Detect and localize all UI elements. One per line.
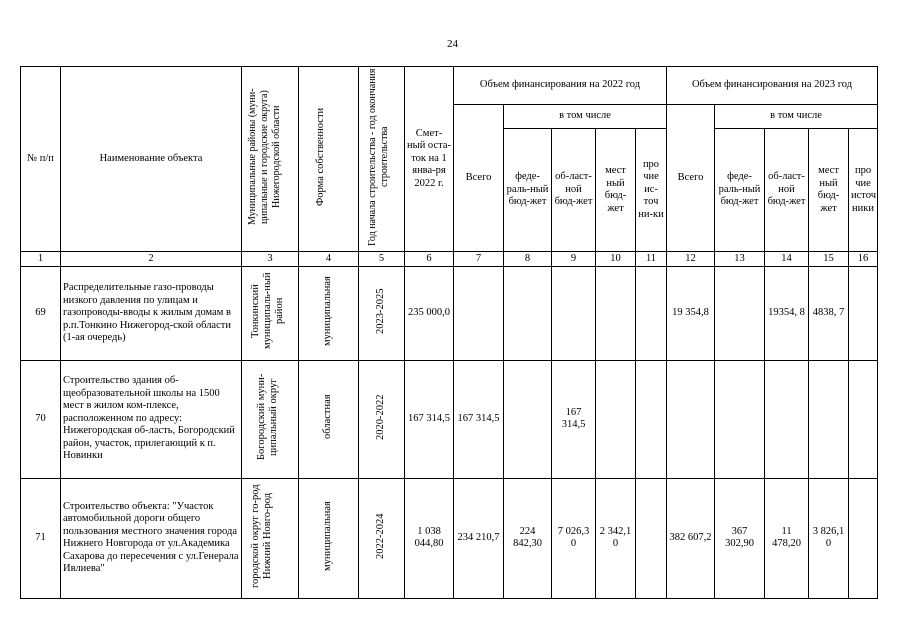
col-number: 6 (405, 252, 454, 267)
col-number: 5 (359, 252, 405, 267)
row-ownership-text: муниципальная (321, 500, 333, 571)
row-federal-2023 (715, 267, 765, 361)
row-years (359, 267, 405, 361)
row-other-2023 (849, 478, 878, 598)
col-number: 13 (715, 252, 765, 267)
row-balance: 235 000,0 (405, 267, 454, 361)
row-local-2022 (596, 360, 636, 478)
row-years-text: 2022-2024 (374, 513, 386, 559)
header-regional-2023: об-ласт-ной бюд-жет (765, 129, 809, 252)
header-ownership (299, 67, 359, 252)
col-number: 15 (809, 252, 849, 267)
col-number: 4 (299, 252, 359, 267)
header-other-2022: про чие ис-точ ни-ки (636, 129, 667, 252)
row-other-2023 (849, 360, 878, 478)
row-district (242, 478, 299, 598)
row-federal-2023 (715, 360, 765, 478)
row-local-2022 (596, 267, 636, 361)
header-total-2022: Всего (454, 105, 504, 252)
col-number: 12 (667, 252, 715, 267)
row-name: Строительство здания об-щеобразовательной школы на 1500 мест в жилом ком-плексе, расположенном по адресу: Нижегородская об-ласть, Богородский район, участок, прилегающий к п. Новинки (61, 360, 242, 478)
row-regional-2022: 7 026,3 0 (552, 478, 596, 598)
row-district (242, 360, 299, 478)
header-row-1 (21, 67, 878, 105)
header-local-2023: мест ный бюд-жет (809, 129, 849, 252)
header-fin-2022: Объем финансирования на 2022 год (454, 67, 667, 105)
row-ownership-text: муниципальная (321, 276, 333, 346)
header-ownership-text: Форма собственности (314, 107, 326, 206)
row-years-text: 2020-2022 (374, 394, 386, 440)
header-incl-2023: в том числе (715, 105, 878, 129)
financing-table (20, 66, 878, 599)
row-federal-2022 (504, 267, 552, 361)
row-local-2023: 4838, 7 (809, 267, 849, 361)
col-number: 10 (596, 252, 636, 267)
row-ownership (299, 360, 359, 478)
row-local-2022: 2 342,1 0 (596, 478, 636, 598)
col-number: 11 (636, 252, 667, 267)
row-name: Распределительные газо-проводы низкого давления по улицам и газопроводы-вводы к жилым домам в р.п.Тонкино Нижегород-ской области (1-ая очередь) (61, 267, 242, 361)
row-total-2023: 382 607,2 (667, 478, 715, 598)
header-fin-2023: Объем финансирования на 2023 год (667, 67, 878, 105)
col-number: 8 (504, 252, 552, 267)
table-row (21, 360, 878, 478)
row-years-text: 2023-2025 (374, 288, 386, 334)
col-number: 3 (242, 252, 299, 267)
header-district (242, 67, 299, 252)
header-district-text: Муниципальные районы (муни-ципальные и городские округа) Нижегородской области (247, 88, 282, 226)
col-number: 7 (454, 252, 504, 267)
row-federal-2022: 224 842,30 (504, 478, 552, 598)
row-balance: 167 314,5 (405, 360, 454, 478)
row-num: 71 (21, 478, 61, 598)
header-federal-2023: феде-раль-ный бюд-жет (715, 129, 765, 252)
row-federal-2022 (504, 360, 552, 478)
row-other-2023 (849, 267, 878, 361)
col-number: 1 (21, 252, 61, 267)
row-regional-2023 (765, 360, 809, 478)
row-local-2023: 3 826,1 0 (809, 478, 849, 598)
row-regional-2022 (552, 267, 596, 361)
header-regional-2022: об-ласт-ной бюд-жет (552, 129, 596, 252)
col-number: 2 (61, 252, 242, 267)
row-total-2022: 234 210,7 (454, 478, 504, 598)
row-other-2022 (636, 360, 667, 478)
header-balance: Смет-ный оста-ток на 1 янва-ря 2022 г. (405, 67, 454, 252)
row-ownership (299, 478, 359, 598)
col-number: 14 (765, 252, 809, 267)
row-regional-2023: 11 478,20 (765, 478, 809, 598)
row-total-2022: 167 314,5 (454, 360, 504, 478)
row-district-text: городской округ го-род Нижний Новго-род (250, 483, 273, 588)
row-years (359, 360, 405, 478)
row-num: 69 (21, 267, 61, 361)
row-other-2022 (636, 267, 667, 361)
table-row (21, 478, 878, 598)
row-federal-2023: 367 302,90 (715, 478, 765, 598)
row-regional-2023: 19354, 8 (765, 267, 809, 361)
page-number: 24 (447, 38, 458, 50)
row-total-2022 (454, 267, 504, 361)
row-district-text: Тонкинский муниципаль-ный район (250, 272, 285, 350)
col-number: 16 (849, 252, 878, 267)
row-district-text: Богородский муни-ципальный округ (256, 373, 279, 460)
row-regional-2022: 167 314,5 (552, 360, 596, 478)
table-row (21, 267, 878, 361)
header-name: Наименование объекта (61, 67, 242, 252)
header-local-2022: мест ный бюд-жет (596, 129, 636, 252)
header-incl-2022: в том числе (504, 105, 667, 129)
row-years (359, 478, 405, 598)
row-ownership-text: областная (321, 394, 333, 440)
row-other-2022 (636, 478, 667, 598)
row-total-2023 (667, 360, 715, 478)
row-name: Строительство объекта: "Участок автомобильной дороги общего пользования местного значения города Нижнего Новгорода от ул.Академика Сахарова до пересечения с ул.Генерала Ивлиева" (61, 478, 242, 598)
row-num: 70 (21, 360, 61, 478)
header-other-2023: про чие источ ники (849, 129, 878, 252)
col-number: 9 (552, 252, 596, 267)
column-number-row (21, 252, 878, 267)
row-local-2023 (809, 360, 849, 478)
row-ownership (299, 267, 359, 361)
header-federal-2022: феде-раль-ный бюд-жет (504, 129, 552, 252)
row-total-2023: 19 354,8 (667, 267, 715, 361)
header-years-text: Год начала строительства - год окончания строительства (366, 68, 390, 246)
header-total-2023: Всего (667, 105, 715, 252)
header-years (359, 67, 405, 252)
row-district (242, 267, 299, 361)
header-num: № п/п (21, 67, 61, 252)
row-balance: 1 038 044,80 (405, 478, 454, 598)
